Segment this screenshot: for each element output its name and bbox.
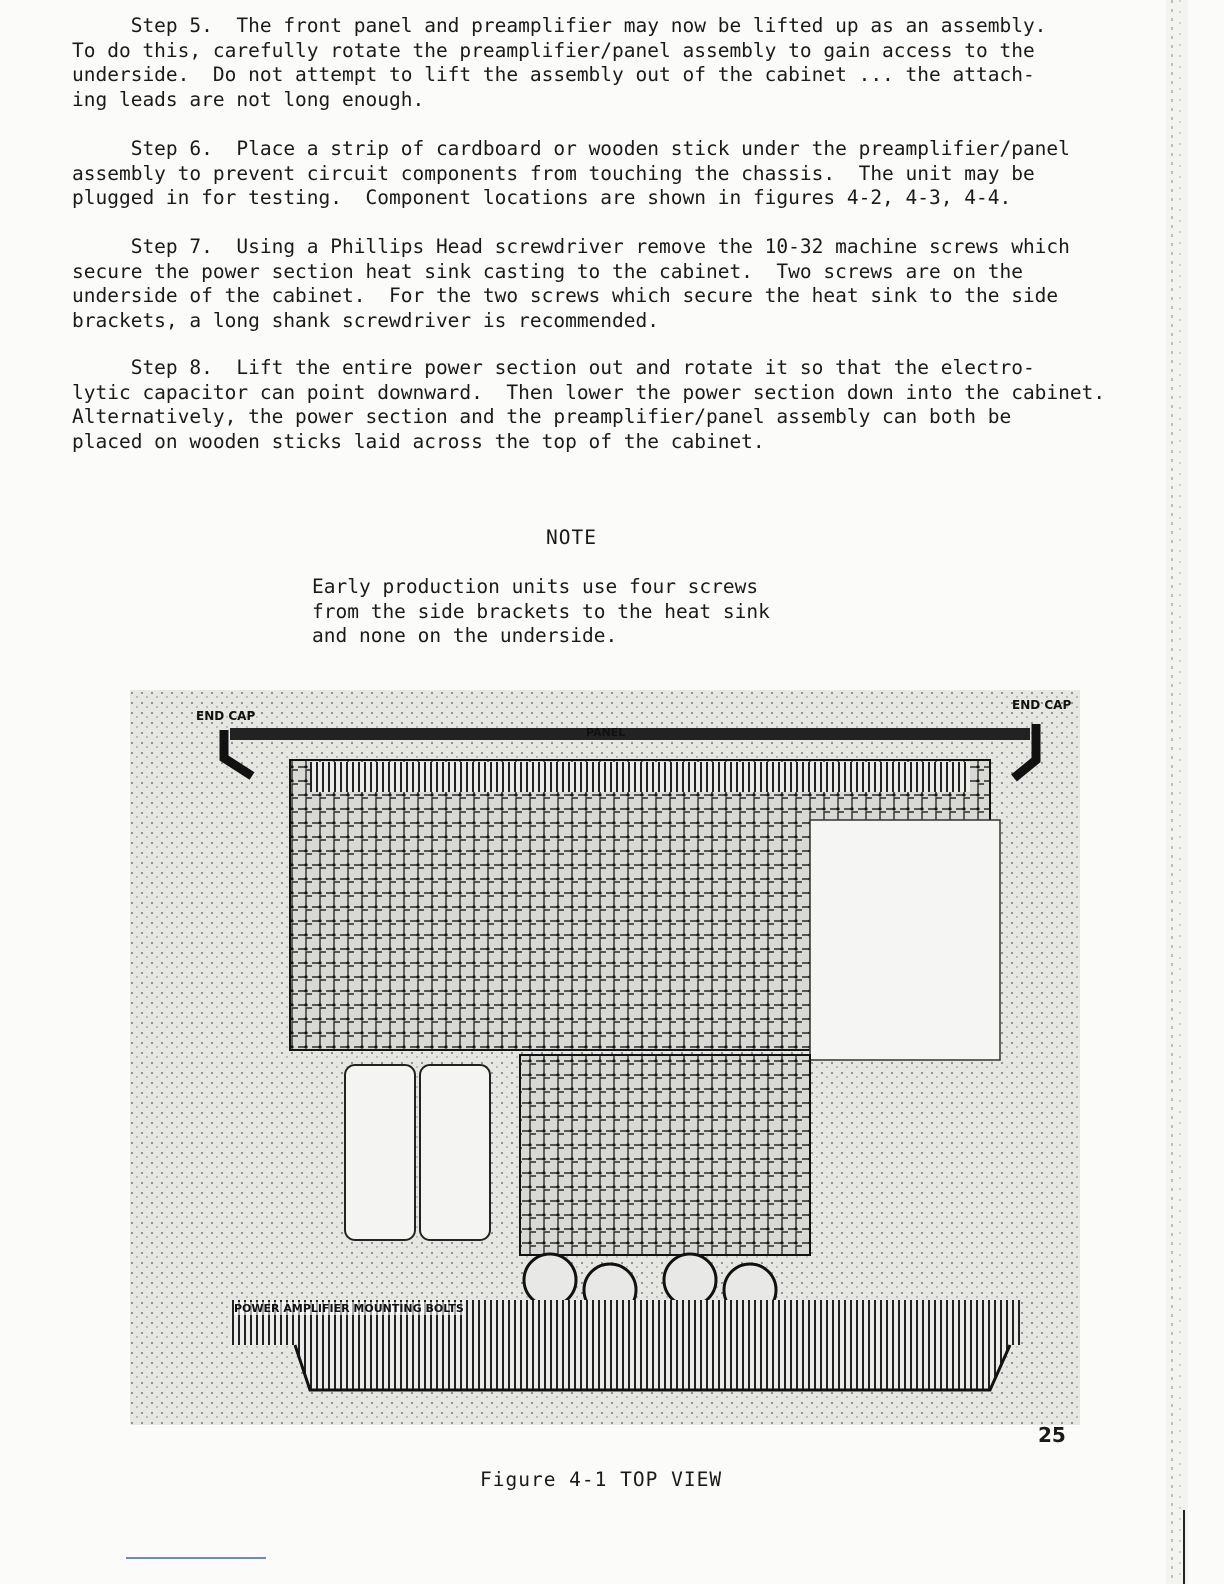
board-connectors xyxy=(310,762,970,792)
output-transistor xyxy=(664,1254,716,1306)
filter-capacitor-right xyxy=(420,1065,490,1240)
footer-rule xyxy=(126,1557,266,1559)
top-view-photo xyxy=(130,690,1080,1425)
mounting-bolts-label: POWER AMPLIFIER MOUNTING BOLTS xyxy=(234,1302,464,1315)
filter-capacitor-left xyxy=(345,1065,415,1240)
front-panel-bar xyxy=(230,728,1030,740)
step-6-paragraph: Step 6. Place a strip of cardboard or wooden stick under the preamplifier/panel assembly to prevent circuit components from touching the chassis. The unit may be plugged in for testing. Component locations are shown in figures 4-2, 4-3, 4-4. xyxy=(72,137,1070,209)
end-cap-left-label: END CAP xyxy=(196,709,256,723)
step-8-paragraph: Step 8. Lift the entire power section out and rotate it so that the electro- lytic capacitor can point downward. Then lower the power section down into the cabinet. Alternatively, the power section and the preamplifier/panel assembly can both be placed on wooden sticks laid across the top of the cabinet. xyxy=(72,356,1106,453)
step-5-paragraph: Step 5. The front panel and preamplifier may now be lifted up as an assembly. To do this, carefully rotate the preamplifier/panel assembly to gain access to the underside. Do not attempt to lift the assembly out of the cabinet ... the attach- ing leads are not long enough. xyxy=(72,14,1047,111)
figure-caption: Figure 4-1 TOP VIEW xyxy=(480,1468,723,1491)
power-transformer xyxy=(810,820,1000,1060)
step-7-paragraph: Step 7. Using a Phillips Head screwdriver remove the 10-32 machine screws which secure the power section heat sink casting to the cabinet. Two screws are on the underside of the cabinet. For the two screws which secure the heat sink to the side brackets, a long shank screwdriver is recommended. xyxy=(72,235,1070,332)
binding-edge-artifact xyxy=(1166,0,1188,1584)
power-amplifier-board xyxy=(520,1055,810,1255)
output-transistor xyxy=(524,1254,576,1306)
panel-label: PANEL xyxy=(586,726,626,739)
note-title: NOTE xyxy=(546,526,597,549)
heat-sink-base xyxy=(295,1345,1010,1390)
page-number: 25 xyxy=(1038,1423,1066,1447)
end-cap-right-label: END CAP xyxy=(1012,698,1072,712)
note-body: Early production units use four screws from the side brackets to the heat sink and none on the underside. xyxy=(312,575,770,647)
